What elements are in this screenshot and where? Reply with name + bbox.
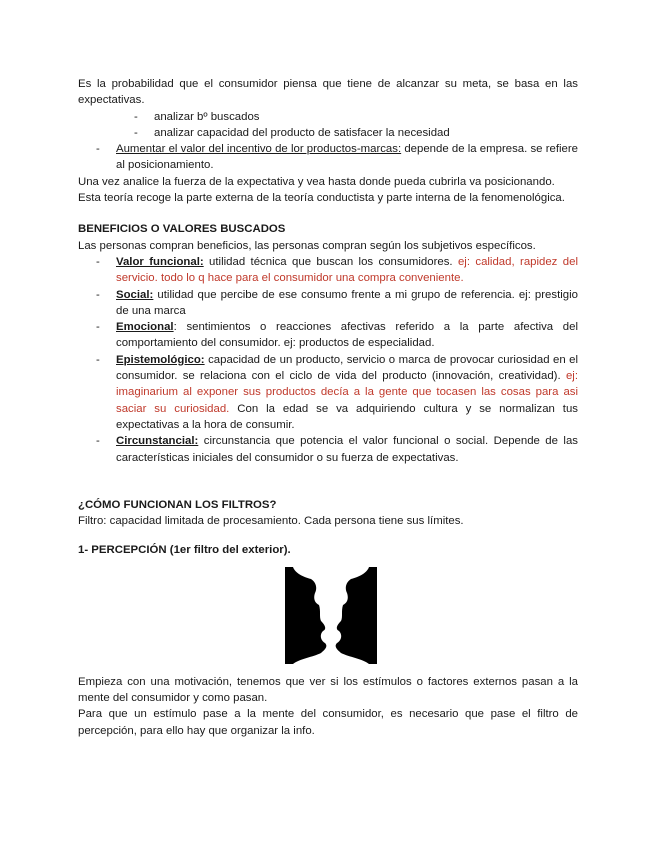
dash-bullet: - bbox=[134, 110, 138, 123]
dash-bullet: - bbox=[96, 435, 100, 448]
list-item bbox=[78, 352, 578, 433]
item-text: utilidad que percibe de ese consumo frente a mi grupo de referencia. ej: prestigio de una marca bbox=[116, 288, 578, 317]
dash-bullet: - bbox=[96, 321, 100, 334]
dash-bullet: - bbox=[96, 255, 100, 268]
item-text: depende de la empresa. se refiere al posicionamiento. bbox=[116, 143, 579, 172]
list-item bbox=[78, 109, 578, 125]
dash-bullet: - bbox=[96, 288, 100, 301]
example-text: ej: imaginarium al exponer sus productos decía a la gente que tocasen las cosas para asi saciar su curiosidad. bbox=[116, 370, 578, 415]
paragraph: Esta teoría recoge la parte externa de la teoría conductista y parte interna de la fenomenológica. bbox=[78, 192, 565, 205]
item-text: : sentimientos o reacciones afectivas referido a la parte afectiva del comportamiento del consumidor. ej: productos de especialidad. bbox=[116, 321, 578, 350]
item-text: circunstancia que potencia el valor funcional o social. Depende de las características iniciales del consumidor o su fuerza de expectativas. bbox=[116, 435, 578, 464]
document-page bbox=[78, 76, 578, 739]
item-label: Circunstancial: bbox=[116, 435, 199, 448]
item-label: Social: bbox=[116, 288, 154, 301]
example-text: ej: calidad, rapidez del servicio. todo lo q hace para el consumidor una compra conveniente. bbox=[116, 255, 578, 285]
dash-bullet: - bbox=[134, 126, 138, 139]
item-text: utilidad técnica que buscan los consumidores. bbox=[203, 255, 458, 268]
paragraph: Empieza con una motivación, tenemos que ver si los estímulos o factores externos pasan a la mente del consumidor y como pasan. bbox=[78, 675, 578, 705]
item-text: capacidad de un producto, servicio o marca de provocar curiosidad en el consumidor. se relaciona con el ciclo de vida del producto (innovación, creatividad). bbox=[116, 353, 578, 383]
section-heading: ¿CÓMO FUNCIONAN LOS FILTROS? bbox=[78, 498, 277, 511]
list-item bbox=[78, 433, 578, 466]
dash-bullet: - bbox=[96, 143, 100, 156]
item-label: Epistemológico: bbox=[116, 353, 205, 366]
list-item bbox=[78, 254, 578, 287]
section-heading: 1- PERCEPCIÓN (1er filtro del exterior). bbox=[78, 544, 291, 557]
item-label: Aumentar el valor del incentivo de lor productos-marcas: bbox=[116, 143, 402, 156]
list-item bbox=[78, 141, 578, 174]
intro-paragraph: Es la probabilidad que el consumidor piensa que tiene de alcanzar su meta, se basa en las expectativas. bbox=[78, 78, 578, 107]
paragraph: Para que un estímulo pase a la mente del consumidor, es necesario que pase el filtro de percepción, para ello hay que organizar la info. bbox=[78, 708, 578, 737]
paragraph: Las personas compran beneficios, las personas compran según los subjetivos específicos. bbox=[78, 239, 536, 252]
paragraph: Filtro: capacidad limitada de procesamiento. Cada persona tiene sus límites. bbox=[78, 515, 464, 528]
section-heading: BENEFICIOS O VALORES BUSCADOS bbox=[78, 223, 286, 236]
list-item bbox=[78, 287, 578, 320]
item-label: Valor funcional: bbox=[116, 255, 204, 268]
sub-item-text: analizar bº buscados bbox=[154, 110, 260, 123]
paragraph: Una vez analice la fuerza de la expectativa y vea hasta donde pueda cubrirla va posicionando. bbox=[78, 175, 555, 188]
dash-bullet: - bbox=[96, 353, 100, 366]
sub-item-text: analizar capacidad del producto de satisfacer la necesidad bbox=[154, 126, 450, 139]
list-item bbox=[78, 125, 578, 141]
rubin-vase-image bbox=[285, 567, 377, 664]
list-item bbox=[78, 319, 578, 352]
item-text: Con la edad se va adquiriendo cultura y se normalizan tus expectativas a la hora de consumir. bbox=[116, 402, 578, 431]
item-label: Emocional bbox=[116, 321, 174, 334]
rubin-vase-icon bbox=[285, 567, 377, 664]
